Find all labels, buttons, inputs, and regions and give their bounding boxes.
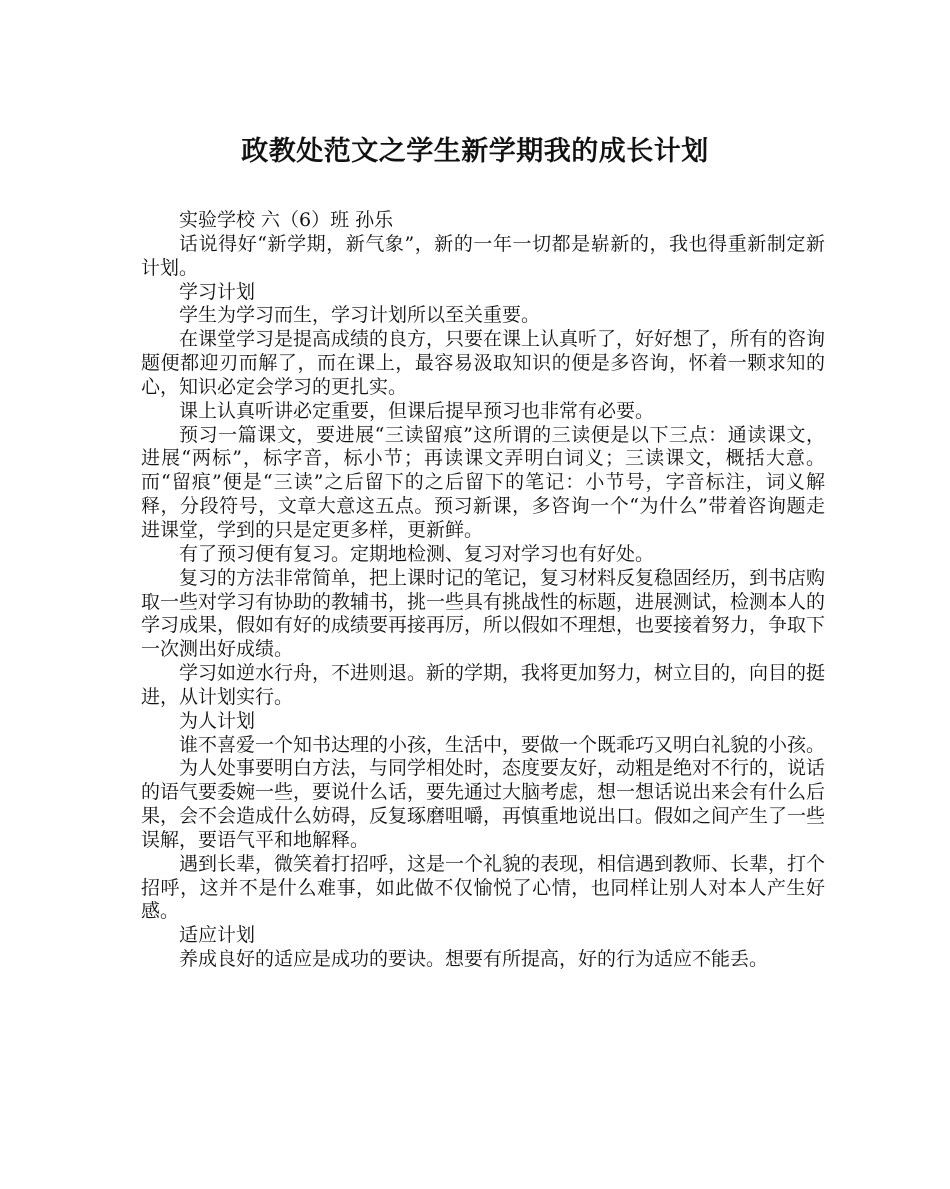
paragraph: 遇到长辈，微笑着打招呼，这是一个礼貌的表现，相信遇到教师、长辈，打个招呼，这并不是什么难事，如此做不仅愉悦了心情，也同样让别人对本人产生好感。	[141, 852, 826, 923]
author-line: 实验学校 六（6）班 孙乐	[179, 209, 394, 231]
paragraph: 预习一篇课文，要进展“三读留痕”这所谓的三读便是以下三点：通读课文，进展“两标”，标字音，标小节；再读课文弄明白词义；三读课文，概括大意。而“留痕”便是“三读”之后留下的之后留下的笔记：小节号，字音标注，词义解释，分段符号，文章大意这五点。预习新课，多咨询一个“为什么”带着咨询题走进课堂，学到的只是定更多样，更新鲜。	[141, 423, 825, 541]
paragraph: 谁不喜爱一个知书达理的小孩，生活中，要做一个既乖巧又明白礼貌的小孩。	[179, 733, 826, 756]
section-heading-study: 学习计划	[179, 280, 256, 303]
paragraph: 话说得好“新学期，新气象”，新的一年一切都是崭新的，我也得重新制定新计划。	[141, 232, 825, 279]
document-title: 政教处范文之学生新学期我的成长计划	[241, 136, 709, 167]
paragraph: 为人处事要明白方法，与同学相处时，态度要友好，动粗是绝对不行的，说话的语气要委婉一些，要说什么话，要先通过大脑考虑，想一想话说出来会有什么后果，会不会造成什么妨碍，反复琢磨咀嚼，再慎重地说出口。假如之间产生了一些误解，要语气平和地解释。	[141, 757, 826, 851]
paragraph: 复习的方法非常简单，把上课时记的笔记，复习材料反复稳固经历，到书店购取一些对学习有协助的教辅书，挑一些具有挑战性的标题，进展测试，检测本人的学习成果，假如有好的成绩要再接再厉，所以假如不理想，也要接着努力，争取下一次测出好成绩。	[141, 566, 826, 661]
section-heading-conduct: 为人计划	[179, 709, 256, 732]
paragraph: 课上认真听讲必定重要，但课后提早预习也非常有必要。	[179, 399, 655, 422]
paragraph: 在课堂学习是提高成绩的良方，只要在课上认真听了，好好想了，所有的咨询题便都迎刃而解了，而在课上，最容易汲取知识的便是多咨询，怀着一颗求知的心，知识必定会学习的更扎实。	[141, 328, 826, 398]
paragraph: 学习如逆水行舟，不进则退。新的学期，我将更加努力，树立目的，向目的挺进，从计划实行。	[141, 662, 826, 708]
paragraph: 养成良好的适应是成功的要诀。想要有所提高，好的行为适应不能丢。	[179, 948, 769, 971]
document-body	[141, 209, 825, 972]
paragraph: 有了预习便有复习。定期地检测、复习对学习也有好处。	[179, 542, 655, 565]
section-heading-habits: 适应计划	[179, 924, 256, 947]
paragraph: 学生为学习而生，学习计划所以至关重要。	[179, 304, 541, 327]
